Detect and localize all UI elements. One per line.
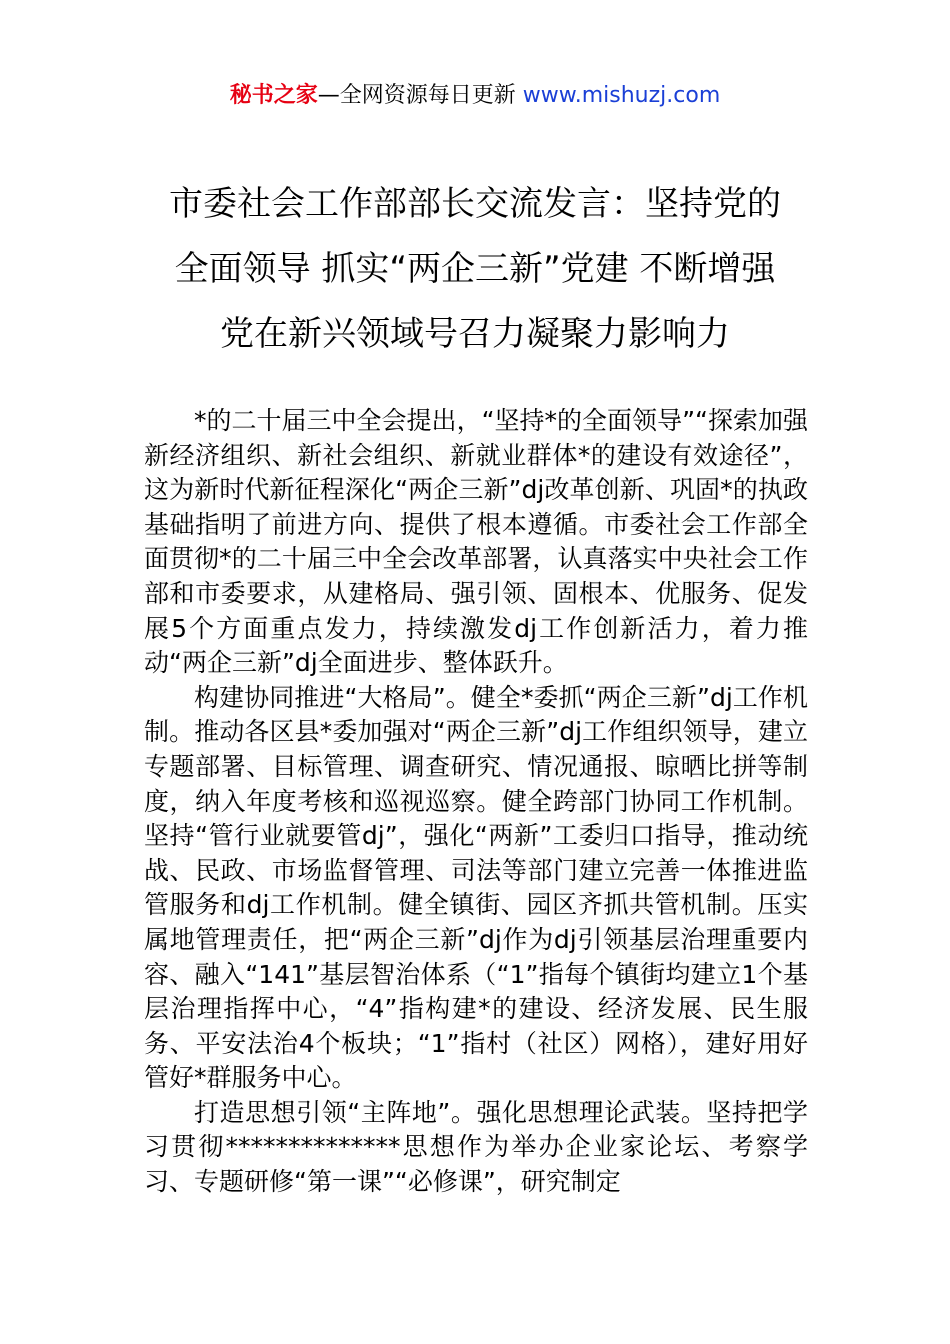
title-line-1: 市委社会工作部部长交流发言：坚持党的 xyxy=(169,184,781,224)
site-brand: 秘书之家 xyxy=(229,83,318,108)
document-body xyxy=(144,404,808,1200)
site-banner xyxy=(0,80,950,112)
title-line-2: 全面领导 抓实“两企三新”党建 不断增强 xyxy=(174,249,776,289)
document-title xyxy=(100,172,850,367)
site-url-link[interactable]: www.mishuzj.com xyxy=(522,83,721,108)
body-paragraph-1: *的二十届三中全会提出，“坚持*的全面领导”“探索加强新经济组织、新社会组织、新就业群体*的建设有效途径”，这为新时代新征程深化“两企三新”dj改革创新、巩固*的执政基础指明了前进方向、提供了根本遵循。市委社会工作部全面贯彻*的二十届三中全会改革部署，认真落实中央社会工作部和市委要求，从建格局、强引领、固根本、优服务、促发展5个方面重点发力，持续激发dj工作创新活力，着力推动“两企三新”dj全面进步、整体跃升。 xyxy=(144,406,808,678)
site-tagline: —全网资源每日更新 xyxy=(317,83,516,108)
title-line-3: 党在新兴领域号召力凝聚力影响力 xyxy=(220,314,730,354)
body-paragraph-2: 构建协同推进“大格局”。健全*委抓“两企三新”dj工作机制。推动各区县*委加强对“两企三新”dj工作组织领导，建立专题部署、目标管理、调查研究、情况通报、晾晒比拼等制度，纳入年度考核和巡视巡察。健全跨部门协同工作机制。坚持“管行业就要管dj”，强化“两新”工委归口指导，推动统战、民政、市场监督管理、司法等部门建立完善一体推进监管服务和dj工作机制。健全镇街、园区齐抓共管机制。压实属地管理责任，把“两企三新”dj作为dj引领基层治理重要内容、融入“141”基层智治体系（“1”指每个镇街均建立1个基层治理指挥中心，“4”指构建*的建设、经济发展、民生服务、平安法治4个板块；“1”指村（社区）网格），建好用好管好*群服务中心。 xyxy=(144,682,808,1093)
body-paragraph-3: 打造思想引领“主阵地”。强化思想理论武装。坚持把学习贯彻**************思想作为举办企业家论坛、考察学习、专题研修“第一课”“必修课”，研究制定 xyxy=(144,1097,808,1197)
